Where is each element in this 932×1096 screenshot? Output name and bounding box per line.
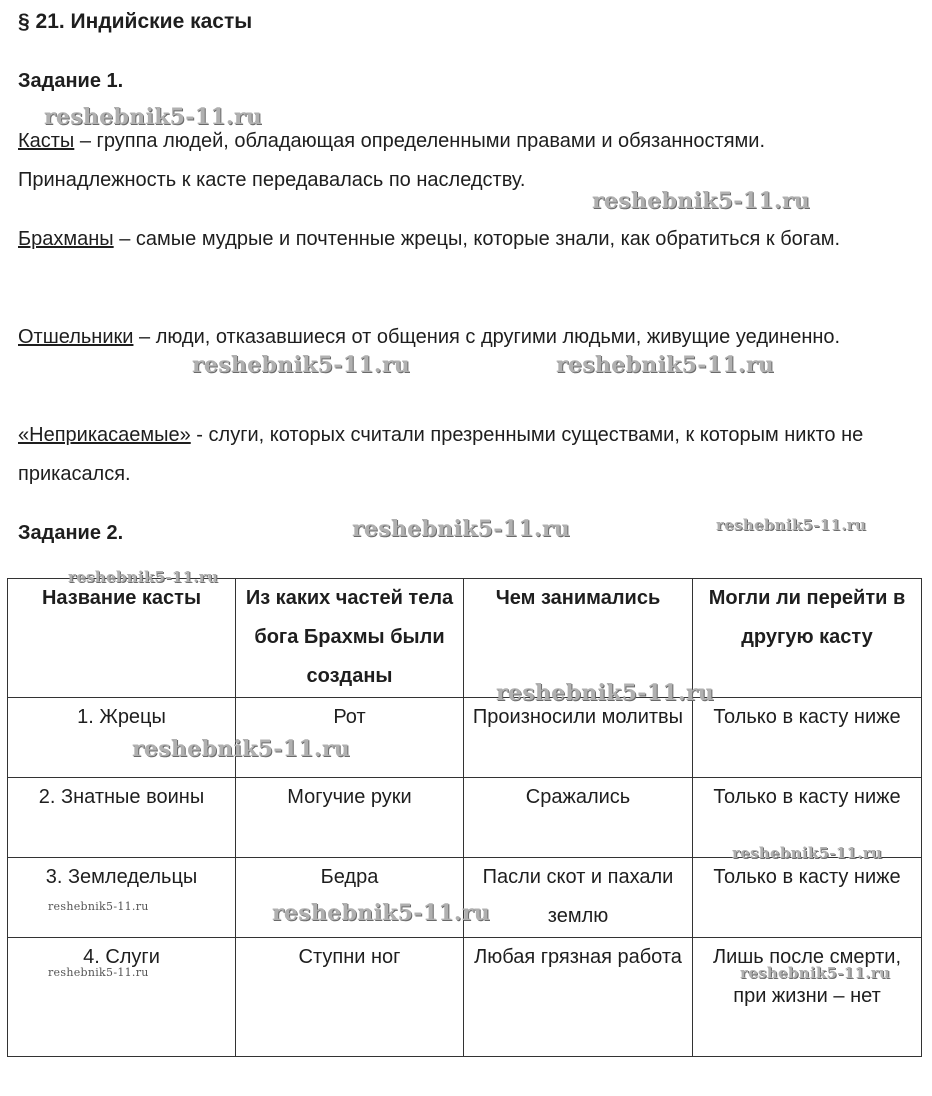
definition-hermits-text: – люди, отказавшиеся от общения с другими людьми, живущие уединенно.	[133, 326, 841, 348]
definition-castes-text: – группа людей, обладающая определенными правами и обязанностями. Принадлежность к касте передавалась по наследству.	[18, 130, 765, 191]
watermark: reshebnik5-11.ru	[592, 188, 811, 214]
task-1-heading: Задание 1.	[18, 70, 124, 92]
header-caste-change: Могли ли перейти в другую касту	[693, 579, 922, 698]
term-brahmins: Брахманы	[18, 228, 114, 250]
table-cell: Только в касту ниже	[693, 858, 922, 938]
watermark: reshebnik5-11.ru	[48, 966, 149, 979]
definition-untouchables	[18, 416, 918, 494]
table-cell: Только в касту ниже	[693, 778, 922, 858]
watermark: reshebnik5-11.ru	[556, 352, 775, 378]
watermark: reshebnik5-11.ru	[740, 964, 891, 982]
table-cell: 2. Знатные воины	[8, 778, 236, 858]
table-cell: Рот	[236, 698, 464, 778]
watermark: reshebnik5-11.ru	[44, 104, 263, 130]
term-hermits: Отшельники	[18, 326, 134, 348]
table-cell: Могучие руки	[236, 778, 464, 858]
table-cell: 1. Жрецы	[8, 698, 236, 778]
watermark: reshebnik5-11.ru	[132, 736, 351, 762]
watermark: reshebnik5-11.ru	[716, 516, 867, 534]
table-cell: Любая грязная работа	[464, 938, 693, 1057]
watermark: reshebnik5-11.ru	[496, 680, 715, 706]
definition-brahmins	[18, 220, 918, 259]
watermark: reshebnik5-11.ru	[48, 900, 149, 913]
table-cell: Лишь после смерти, при жизни – нет	[693, 938, 922, 1057]
task-2-heading: Задание 2.	[18, 522, 124, 544]
header-occupation: Чем занимались	[464, 579, 693, 698]
header-caste-name: Название касты	[8, 579, 236, 698]
definition-untouchables-text: - слуги, которых считали презренными существами, к которым никто не прикасался.	[18, 424, 864, 485]
table-cell: 4. Слуги	[8, 938, 236, 1057]
term-untouchables: «Неприкасаемые»	[18, 424, 191, 446]
term-castes: Касты	[18, 130, 75, 152]
watermark: reshebnik5-11.ru	[272, 900, 491, 926]
table-row	[8, 938, 922, 1057]
definition-hermits	[18, 318, 918, 357]
castes-table	[7, 578, 922, 1057]
definition-brahmins-text: – самые мудрые и почтенные жрецы, которые знали, как обратиться к богам.	[113, 228, 841, 250]
watermark: reshebnik5-11.ru	[732, 844, 883, 862]
table-cell: Сражались	[464, 778, 693, 858]
watermark: reshebnik5-11.ru	[192, 352, 411, 378]
header-body-parts: Из каких частей тела бога Брахмы были созданы	[236, 579, 464, 698]
watermark: reshebnik5-11.ru	[68, 568, 219, 586]
table-cell: Только в касту ниже	[693, 698, 922, 778]
watermark: reshebnik5-11.ru	[352, 516, 571, 542]
table-header-row	[8, 579, 922, 698]
page-title: § 21. Индийские касты	[18, 10, 253, 33]
table-cell: Произносили молитвы	[464, 698, 693, 778]
table-cell: Пасли скот и пахали землю	[464, 858, 693, 938]
table-cell: Бедра	[236, 858, 464, 938]
table-cell: 3. Земледельцы	[8, 858, 236, 938]
table-cell: Ступни ног	[236, 938, 464, 1057]
